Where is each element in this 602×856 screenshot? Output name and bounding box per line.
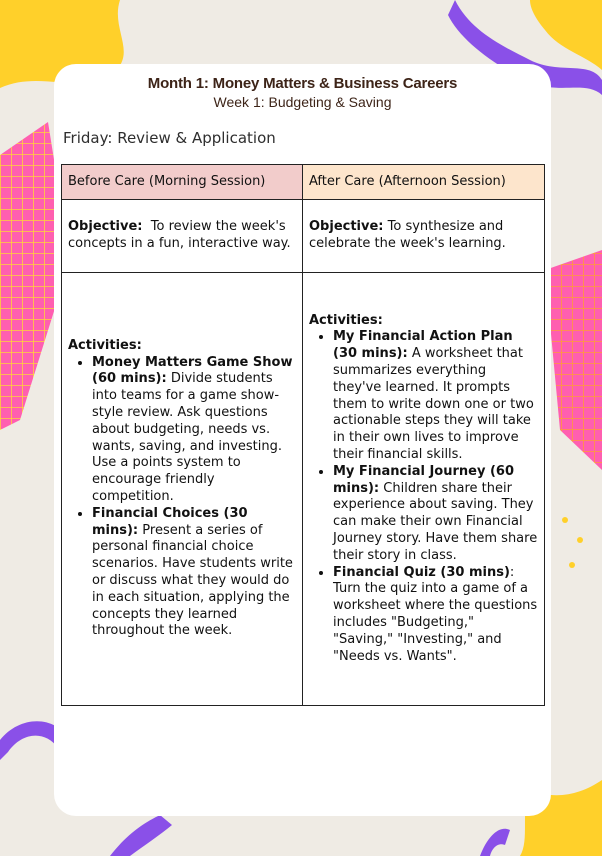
- page-title: Month 1: Money Matters & Business Careers: [147, 75, 458, 92]
- morning-objective-text: To review the week's concepts in a fun, interactive way.: [68, 219, 291, 251]
- pink-grid-right: [545, 250, 602, 470]
- afternoon-activities-cell: [303, 273, 545, 706]
- yellow-dot: [569, 562, 575, 568]
- afternoon-objective-text: To synthesize and celebrate the week's learning.: [309, 219, 506, 251]
- activity-name: My Financial Journey (60 mins):: [333, 463, 515, 496]
- afternoon-activity-list: [309, 329, 538, 665]
- page-subtitle: Week 1: Budgeting & Saving: [213, 94, 392, 110]
- content-card: [54, 64, 551, 816]
- purple-arc-bottom-right: [480, 829, 510, 856]
- afternoon-objective-cell: [303, 200, 545, 273]
- column-header-afternoon: After Care (Afternoon Session): [303, 165, 545, 200]
- activity-text: Divide students into teams for a game show-style review. Ask questions about budgeting, needs vs. wants, saving, and investing. Use a points system to encourage friendly competition.: [92, 371, 283, 504]
- activity-name: Financial Choices (30 mins):: [92, 505, 248, 538]
- morning-objective-cell: [62, 200, 303, 273]
- column-header-morning: Before Care (Morning Session): [62, 165, 303, 200]
- activities-label: Activities:: [68, 337, 142, 353]
- activity-text: Present a series of personal financial choice scenarios. Have students write or discuss what they would do in each situation, applying the concepts they learned throughout the week.: [92, 522, 293, 639]
- objective-label: Objective:: [68, 219, 143, 235]
- list-item: [333, 464, 538, 565]
- morning-activity-list: [68, 355, 296, 641]
- yellow-dot: [577, 537, 583, 543]
- list-item: [333, 329, 538, 463]
- activity-text: A worksheet that summarizes everything they've learned. It prompts them to write down one or two actionable steps they will take in their own lives to improve their financial skills.: [333, 346, 534, 462]
- activity-name: My Financial Action Plan (30 mins):: [333, 329, 513, 362]
- yellow-blob-top-right: [530, 0, 602, 70]
- list-item: [92, 355, 296, 506]
- morning-activities-cell: [62, 273, 303, 706]
- activity-text: : Turn the quiz into a game of a worksheet where the questions includes "Budgeting," "Saving," "Investing," and "Needs vs. Wants".: [333, 564, 538, 664]
- activity-name: Financial Quiz (30 mins): [333, 564, 510, 580]
- activity-name: Money Matters Game Show (60 mins):: [92, 354, 293, 387]
- activities-row: [62, 273, 545, 706]
- schedule-table: [61, 164, 545, 706]
- list-item: [333, 565, 538, 666]
- yellow-dot: [562, 517, 568, 523]
- list-item: [92, 506, 296, 640]
- table-header-row: [62, 165, 545, 200]
- activity-text: Children share their experience about saving. They can make their own Financial Journey story. Have them share their story in class.: [333, 480, 538, 563]
- day-heading: Friday: Review & Application: [63, 129, 276, 147]
- objective-label: Objective:: [309, 219, 384, 235]
- purple-wave-bottom: [110, 815, 172, 856]
- objective-row: [62, 200, 545, 273]
- activities-label: Activities:: [309, 312, 383, 328]
